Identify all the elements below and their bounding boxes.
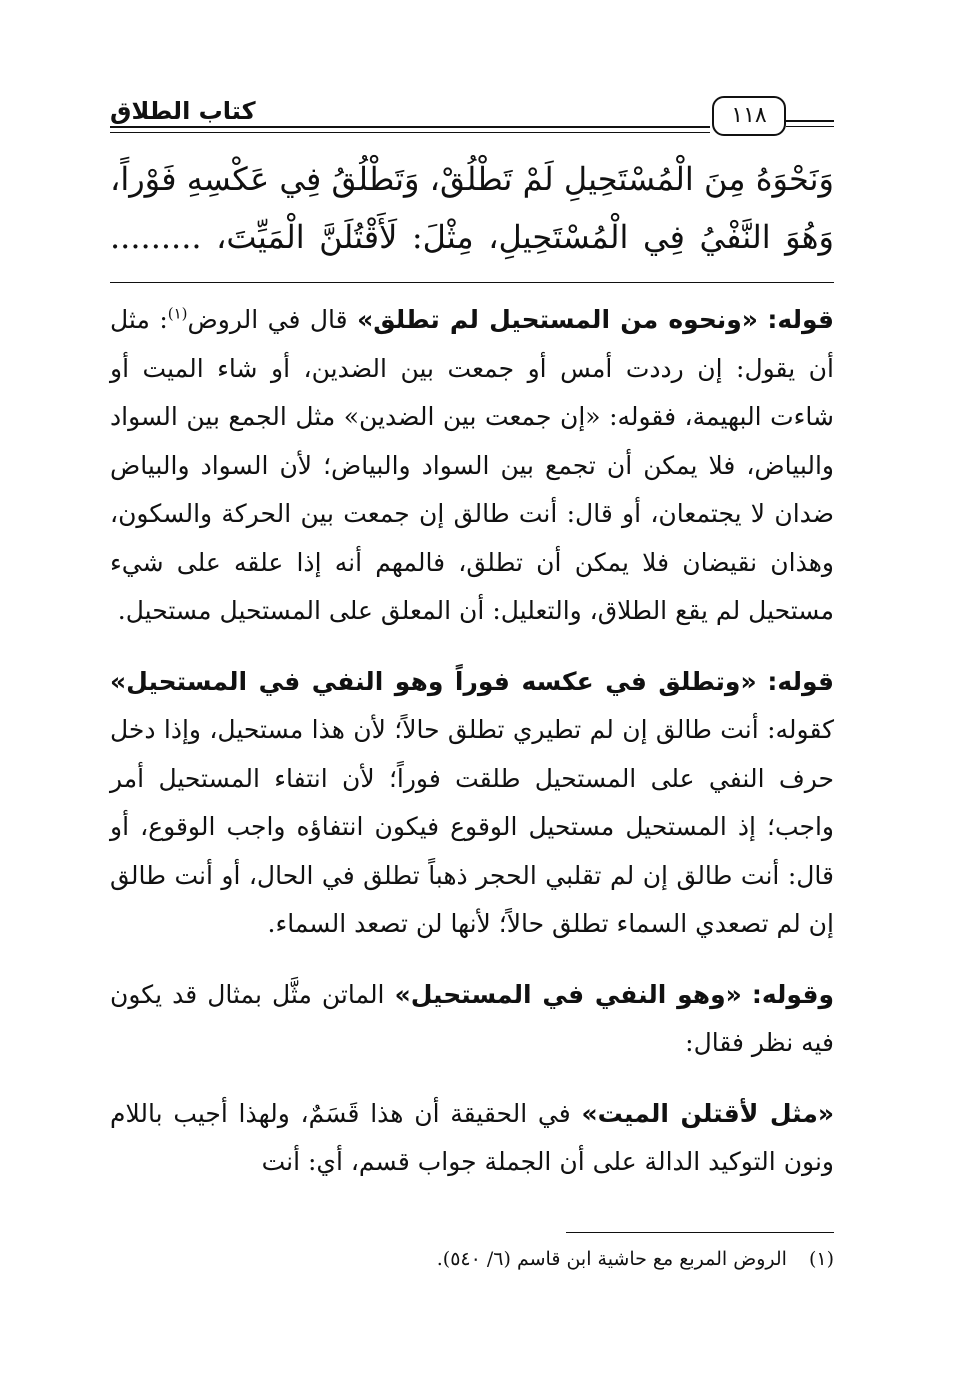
footnote-separator — [566, 1232, 834, 1233]
header-rule-bottom — [110, 132, 710, 133]
footnote-number: (١) — [808, 1248, 834, 1270]
header-rule-right-bottom — [786, 126, 834, 127]
matn-quote: «مثل لأقتلن الميت» — [581, 1098, 834, 1128]
lead-word: قوله: — [767, 666, 834, 696]
matn-quote: «ونحوه من المستحيل لم تطلق» — [357, 305, 758, 334]
paragraph-text: في الحقيقة أن هذا قَسَمٌ، ولهذا أجيب باللام ونون التوكيد الدالة على أن الجملة جواب قسم، أي: أنت — [110, 1098, 834, 1176]
paragraph-text: كقوله: أنت طالق إن لم تطيري تطلق حالاً؛ لأن هذا مستحيل، وإذا دخل حرف النفي على المستحيل طلقت فوراً؛ لأن انتفاء المستحيل أمر واجب؛ إذ المستحيل مستحيل الوقوع فيكون انتفاؤه واجب الوقوع، أو قال: أنت طالق إن لم تقلبي الحجر ذهباً تطلق في الحال، أو أنت طالق إن لم تصعدي السماء تطلق حالاً؛ لأنها لن تصعد السماء. — [110, 715, 834, 938]
lead-word: قوله: — [767, 305, 835, 334]
matn-line-1: وَنَحْوَهُ مِنَ الْمُسْتَحِيلِ لَمْ تَطْلُقْ، وَتَطْلُقُ فِي عَكْسِهِ فَوْراً، — [110, 160, 834, 198]
matn-line-2: وَهُوَ النَّفْيُ فِي الْمُسْتَحِيلِ، مِثْلَ: لَأَقْتُلَنَّ الْمَيِّتَ، ......... — [110, 218, 834, 256]
commentary-paragraph-1 — [110, 296, 834, 636]
page-number: ١١٨ — [712, 96, 786, 136]
matn-text — [110, 150, 834, 266]
paragraph-text: : مثل أن يقول: إن رددت أمس أو جمعت بين الضدين، أو شاء الميت أو شاءت البهيمة، فقوله: «إن جمعت بين الضدين» مثل الجمع بين السواد والبياض، فلا يمكن أن تجمع بين السواد والبياض؛ لأن السواد والبياض ضدان لا يجتمعان، أو قال: أنت طالق إن جمعت بين الحركة والسكون، وهذان نقيضان فلا يمكن أن تطلق، فالمهم أنه إذا علقه على شيء مستحيل لم يقع الطلاق، والتعليل: أن المعلق على المستحيل مستحيل. — [110, 305, 834, 625]
footnote-text: الروض المربع مع حاشية ابن قاسم (٦/ ٥٤٠). — [436, 1248, 787, 1270]
matn-separator — [110, 282, 834, 283]
commentary-paragraph-2 — [110, 658, 834, 949]
header-rule-top — [110, 126, 710, 128]
paragraph-text: قال في الروض — [187, 305, 358, 334]
footnote — [110, 1242, 834, 1276]
chapter-title: كتاب الطلاق — [110, 97, 256, 125]
commentary-paragraph-3 — [110, 971, 834, 1068]
paragraph-text: الماتن مثَّل بمثال قد يكون فيه نظر فقال: — [110, 979, 834, 1057]
page-header — [110, 92, 834, 140]
commentary-paragraph-4 — [110, 1090, 834, 1187]
matn-quote: «وتطلق في عكسه فوراً وهو النفي في المستحيل» — [110, 666, 757, 696]
lead-word: وقوله: — [751, 979, 835, 1009]
commentary-section — [110, 296, 834, 1209]
footnote-reference: (١) — [167, 304, 188, 323]
header-rule-right-top — [786, 120, 834, 122]
matn-quote: «وهو النفي في المستحيل» — [394, 979, 742, 1009]
